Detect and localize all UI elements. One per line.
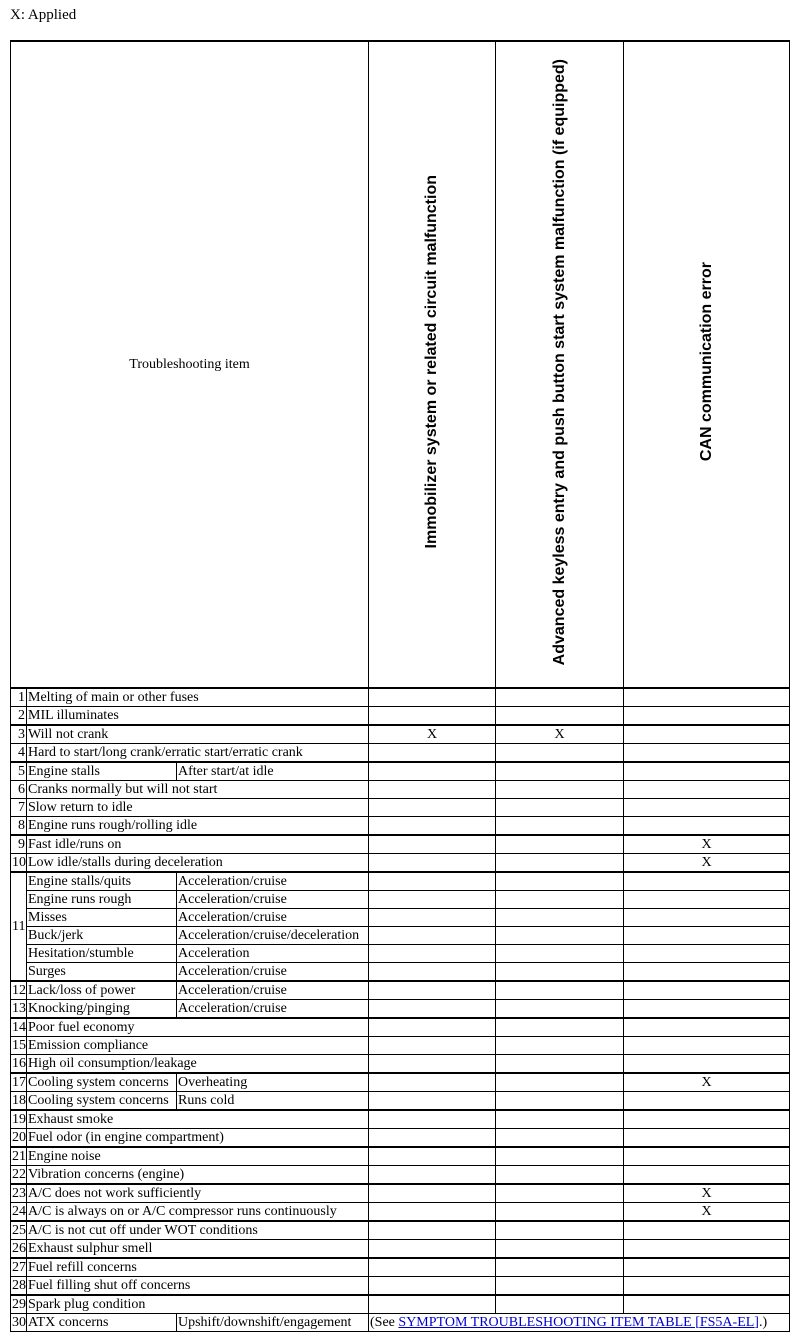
table-row — [11, 781, 790, 799]
row-number: 10 — [11, 854, 27, 873]
mark-can-error — [624, 1092, 790, 1111]
table-row — [11, 891, 790, 909]
row-number: 5 — [11, 762, 27, 781]
mark-keyless-entry — [496, 963, 624, 982]
table-row — [11, 1277, 790, 1296]
mark-can-error: X — [624, 1073, 790, 1092]
row-item: Engine noise — [27, 1147, 369, 1166]
mark-immobilizer — [369, 1110, 496, 1129]
mark-immobilizer — [369, 854, 496, 873]
mark-can-error — [624, 1110, 790, 1129]
row-number: 24 — [11, 1203, 27, 1222]
mark-keyless-entry — [496, 891, 624, 909]
mark-can-error: X — [624, 1184, 790, 1203]
mark-immobilizer — [369, 963, 496, 982]
mark-can-error — [624, 945, 790, 963]
table-row — [11, 1295, 790, 1314]
row-number: 22 — [11, 1166, 27, 1185]
mark-immobilizer — [369, 1258, 496, 1277]
row-number: 28 — [11, 1277, 27, 1296]
mark-immobilizer — [369, 688, 496, 707]
mark-can-error — [624, 1166, 790, 1185]
row-condition: Acceleration/cruise — [177, 981, 369, 1000]
header-troubleshooting-item: Troubleshooting item — [11, 41, 369, 688]
table-row — [11, 1110, 790, 1129]
table-row — [11, 688, 790, 707]
table-row — [11, 707, 790, 726]
row-item: Hard to start/long crank/erratic start/erratic crank — [27, 744, 369, 763]
table-row — [11, 981, 790, 1000]
mark-can-error — [624, 707, 790, 726]
table-row — [11, 799, 790, 817]
mark-keyless-entry — [496, 744, 624, 763]
row-condition: After start/at idle — [177, 762, 369, 781]
mark-immobilizer — [369, 799, 496, 817]
mark-keyless-entry — [496, 927, 624, 945]
table-row — [11, 1018, 790, 1037]
mark-keyless-entry — [496, 854, 624, 873]
row-number: 23 — [12, 1185, 26, 1201]
row-item: Low idle/stalls during deceleration — [27, 854, 369, 873]
symptom-table-link[interactable]: SYMPTOM TROUBLESHOOTING ITEM TABLE [FS5A-EL] — [398, 1314, 759, 1330]
mark-immobilizer — [369, 1203, 496, 1222]
mark-immobilizer — [369, 781, 496, 799]
mark-immobilizer — [369, 1221, 496, 1240]
row-number: 8 — [11, 817, 27, 836]
mark-can-error — [624, 725, 790, 744]
row-item: Cooling system concerns — [27, 1073, 177, 1092]
row-condition: Upshift/downshift/engagement — [177, 1314, 369, 1332]
mark-immobilizer — [369, 945, 496, 963]
table-row — [11, 872, 790, 891]
mark-immobilizer — [369, 891, 496, 909]
mark-keyless-entry — [496, 945, 624, 963]
table-row — [11, 1184, 790, 1203]
row-item: Exhaust sulphur smell — [27, 1240, 369, 1259]
mark-immobilizer — [369, 1092, 496, 1111]
mark-immobilizer — [369, 744, 496, 763]
row-item: Slow return to idle — [27, 799, 369, 817]
table-row — [11, 1000, 790, 1019]
mark-keyless-entry — [496, 909, 624, 927]
row-item: A/C is not cut off under WOT conditions — [27, 1221, 369, 1240]
mark-can-error — [624, 1295, 790, 1314]
mark-can-error: X — [624, 854, 790, 873]
row-condition: Runs cold — [177, 1092, 369, 1111]
row-item: ATX concerns — [27, 1314, 177, 1332]
table-row — [11, 1258, 790, 1277]
mark-immobilizer — [369, 1018, 496, 1037]
mark-keyless-entry — [496, 799, 624, 817]
mark-keyless-entry — [496, 688, 624, 707]
row-number: 7 — [11, 799, 27, 817]
row-item: Engine runs rough/rolling idle — [27, 817, 369, 836]
table-row — [11, 1129, 790, 1148]
row-item: Fast idle/runs on — [27, 835, 369, 854]
mark-can-error — [624, 963, 790, 982]
mark-immobilizer — [369, 1184, 496, 1203]
row-condition: Acceleration/cruise — [177, 872, 369, 891]
row-item: Surges — [27, 963, 177, 982]
row-number: 12 — [12, 982, 26, 998]
mark-keyless-entry — [496, 1221, 624, 1240]
row-item: Fuel odor (in engine compartment) — [27, 1129, 369, 1148]
row-number: 26 — [11, 1240, 27, 1259]
mark-immobilizer — [369, 817, 496, 836]
row-item: Misses — [27, 909, 177, 927]
row-condition: Acceleration/cruise — [177, 1000, 369, 1019]
row-condition: Acceleration — [177, 945, 369, 963]
mark-can-error — [624, 688, 790, 707]
mark-immobilizer: X — [369, 725, 496, 744]
mark-immobilizer — [369, 909, 496, 927]
table-body — [11, 688, 790, 1332]
mark-can-error — [624, 1000, 790, 1019]
row-number: 19 — [12, 1111, 26, 1127]
row-item: Buck/jerk — [27, 927, 177, 945]
mark-keyless-entry — [496, 1092, 624, 1111]
mark-can-error — [624, 799, 790, 817]
table-row — [11, 927, 790, 945]
table-row — [11, 1166, 790, 1185]
row-condition: Acceleration/cruise — [177, 963, 369, 982]
mark-immobilizer — [369, 1277, 496, 1296]
mark-can-error — [624, 1037, 790, 1055]
mark-keyless-entry: X — [496, 725, 624, 744]
mark-keyless-entry — [496, 1240, 624, 1259]
header-immobilizer — [369, 41, 496, 688]
header-can-error-label: CAN communication error — [697, 262, 715, 462]
row-number: 15 — [12, 1037, 26, 1053]
mark-keyless-entry — [496, 1073, 624, 1092]
row-condition: Overheating — [177, 1073, 369, 1092]
mark-can-error — [624, 1277, 790, 1296]
mark-can-error — [624, 781, 790, 799]
table-row — [11, 1203, 790, 1222]
mark-keyless-entry — [496, 1000, 624, 1019]
row-item: Engine stalls/quits — [27, 872, 177, 891]
see-suffix: .) — [758, 1314, 768, 1330]
row-condition: Acceleration/cruise — [177, 909, 369, 927]
row-number: 13 — [11, 1000, 27, 1019]
header-row — [11, 41, 790, 688]
row-number: 21 — [12, 1148, 26, 1164]
row-number: 9 — [11, 835, 27, 854]
row-condition: Acceleration/cruise/deceleration — [177, 927, 369, 945]
mark-keyless-entry — [496, 1018, 624, 1037]
mark-can-error: X — [624, 1203, 790, 1222]
row-number: 2 — [11, 707, 27, 726]
mark-keyless-entry — [496, 707, 624, 726]
see-prefix: (See — [370, 1314, 399, 1330]
mark-can-error — [624, 981, 790, 1000]
mark-immobilizer — [369, 1000, 496, 1019]
row-number: 16 — [11, 1055, 27, 1074]
row-item: Engine stalls — [27, 762, 177, 781]
mark-immobilizer — [369, 1037, 496, 1055]
mark-immobilizer — [369, 1240, 496, 1259]
mark-can-error — [624, 927, 790, 945]
mark-immobilizer — [369, 927, 496, 945]
table-row — [11, 725, 790, 744]
header-can-error — [624, 41, 790, 688]
mark-keyless-entry — [496, 1037, 624, 1055]
mark-immobilizer — [369, 981, 496, 1000]
mark-immobilizer — [369, 872, 496, 891]
row-number: 25 — [12, 1222, 26, 1238]
table-row — [11, 1221, 790, 1240]
table-row — [11, 1092, 790, 1111]
row-item: Cranks normally but will not start — [27, 781, 369, 799]
mark-keyless-entry — [496, 1110, 624, 1129]
mark-immobilizer — [369, 1166, 496, 1185]
row-number: 1 — [11, 688, 27, 707]
table-row — [11, 744, 790, 763]
row-item: High oil consumption/leakage — [27, 1055, 369, 1074]
row-item: Will not crank — [27, 725, 369, 744]
mark-keyless-entry — [496, 1129, 624, 1148]
mark-keyless-entry — [496, 1184, 624, 1203]
see-reference — [369, 1314, 790, 1332]
header-immobilizer-label: Immobilizer system or related circuit malfunction — [423, 175, 441, 549]
mark-keyless-entry — [496, 762, 624, 781]
row-number: 6 — [11, 781, 27, 799]
legend-text: X: Applied — [10, 7, 77, 23]
mark-immobilizer — [369, 707, 496, 726]
table-row — [11, 1037, 790, 1055]
mark-can-error — [624, 744, 790, 763]
mark-immobilizer — [369, 1147, 496, 1166]
mark-keyless-entry — [496, 817, 624, 836]
mark-keyless-entry — [496, 1203, 624, 1222]
header-keyless-entry-label: Advanced keyless entry and push button start system malfunction (if equipped) — [550, 58, 568, 666]
mark-can-error — [624, 1258, 790, 1277]
mark-can-error — [624, 872, 790, 891]
mark-keyless-entry — [496, 1147, 624, 1166]
row-number: 17 — [12, 1074, 26, 1090]
mark-can-error — [624, 762, 790, 781]
mark-can-error — [624, 891, 790, 909]
mark-can-error — [624, 1221, 790, 1240]
mark-immobilizer — [369, 1055, 496, 1074]
mark-keyless-entry — [496, 1258, 624, 1277]
table-row — [11, 909, 790, 927]
mark-can-error — [624, 1240, 790, 1259]
mark-keyless-entry — [496, 1295, 624, 1314]
table-row — [11, 835, 790, 854]
table-row — [11, 945, 790, 963]
mark-keyless-entry — [496, 781, 624, 799]
mark-immobilizer — [369, 762, 496, 781]
row-number: 18 — [11, 1092, 27, 1111]
mark-can-error: X — [624, 835, 790, 854]
troubleshooting-table — [10, 40, 790, 1332]
row-number: 30 — [12, 1314, 26, 1330]
row-number: 4 — [11, 744, 27, 763]
mark-keyless-entry — [496, 835, 624, 854]
table-row — [11, 1073, 790, 1092]
mark-keyless-entry — [496, 872, 624, 891]
mark-can-error — [624, 1129, 790, 1148]
row-item: Cooling system concerns — [27, 1092, 177, 1111]
table-row — [11, 817, 790, 836]
row-item: A/C is always on or A/C compressor runs continuously — [27, 1203, 369, 1222]
mark-keyless-entry — [496, 1166, 624, 1185]
row-item: A/C does not work sufficiently — [27, 1184, 369, 1203]
table-row — [11, 1147, 790, 1166]
header-keyless-entry — [496, 41, 624, 688]
row-item: Vibration concerns (engine) — [27, 1166, 369, 1185]
table-row — [11, 1055, 790, 1074]
mark-immobilizer — [369, 1295, 496, 1314]
row-item: Fuel refill concerns — [27, 1258, 369, 1277]
row-number: 27 — [12, 1259, 26, 1275]
row-item: Poor fuel economy — [27, 1018, 369, 1037]
row-item: Melting of main or other fuses — [27, 688, 369, 707]
mark-can-error — [624, 909, 790, 927]
table-row — [11, 762, 790, 781]
row-number: 20 — [11, 1129, 27, 1148]
table-row — [11, 1314, 790, 1332]
row-item: Hesitation/stumble — [27, 945, 177, 963]
mark-keyless-entry — [496, 981, 624, 1000]
mark-can-error — [624, 1055, 790, 1074]
table-row — [11, 963, 790, 982]
table-row — [11, 1240, 790, 1259]
mark-keyless-entry — [496, 1277, 624, 1296]
row-item: Exhaust smoke — [27, 1110, 369, 1129]
row-number: 29 — [12, 1296, 26, 1312]
mark-can-error — [624, 1018, 790, 1037]
mark-immobilizer — [369, 1129, 496, 1148]
row-condition: Acceleration/cruise — [177, 891, 369, 909]
row-number: 14 — [12, 1019, 26, 1035]
mark-immobilizer — [369, 835, 496, 854]
row-item: Lack/loss of power — [27, 981, 177, 1000]
row-number: 11 — [11, 872, 27, 981]
mark-keyless-entry — [496, 1055, 624, 1074]
row-item: Spark plug condition — [27, 1295, 369, 1314]
row-item: MIL illuminates — [27, 707, 369, 726]
row-item: Engine runs rough — [27, 891, 177, 909]
row-item: Knocking/pinging — [27, 1000, 177, 1019]
table-row — [11, 854, 790, 873]
mark-immobilizer — [369, 1073, 496, 1092]
row-item: Fuel filling shut off concerns — [27, 1277, 369, 1296]
mark-can-error — [624, 817, 790, 836]
mark-can-error — [624, 1147, 790, 1166]
row-item: Emission compliance — [27, 1037, 369, 1055]
row-number: 3 — [11, 725, 27, 744]
